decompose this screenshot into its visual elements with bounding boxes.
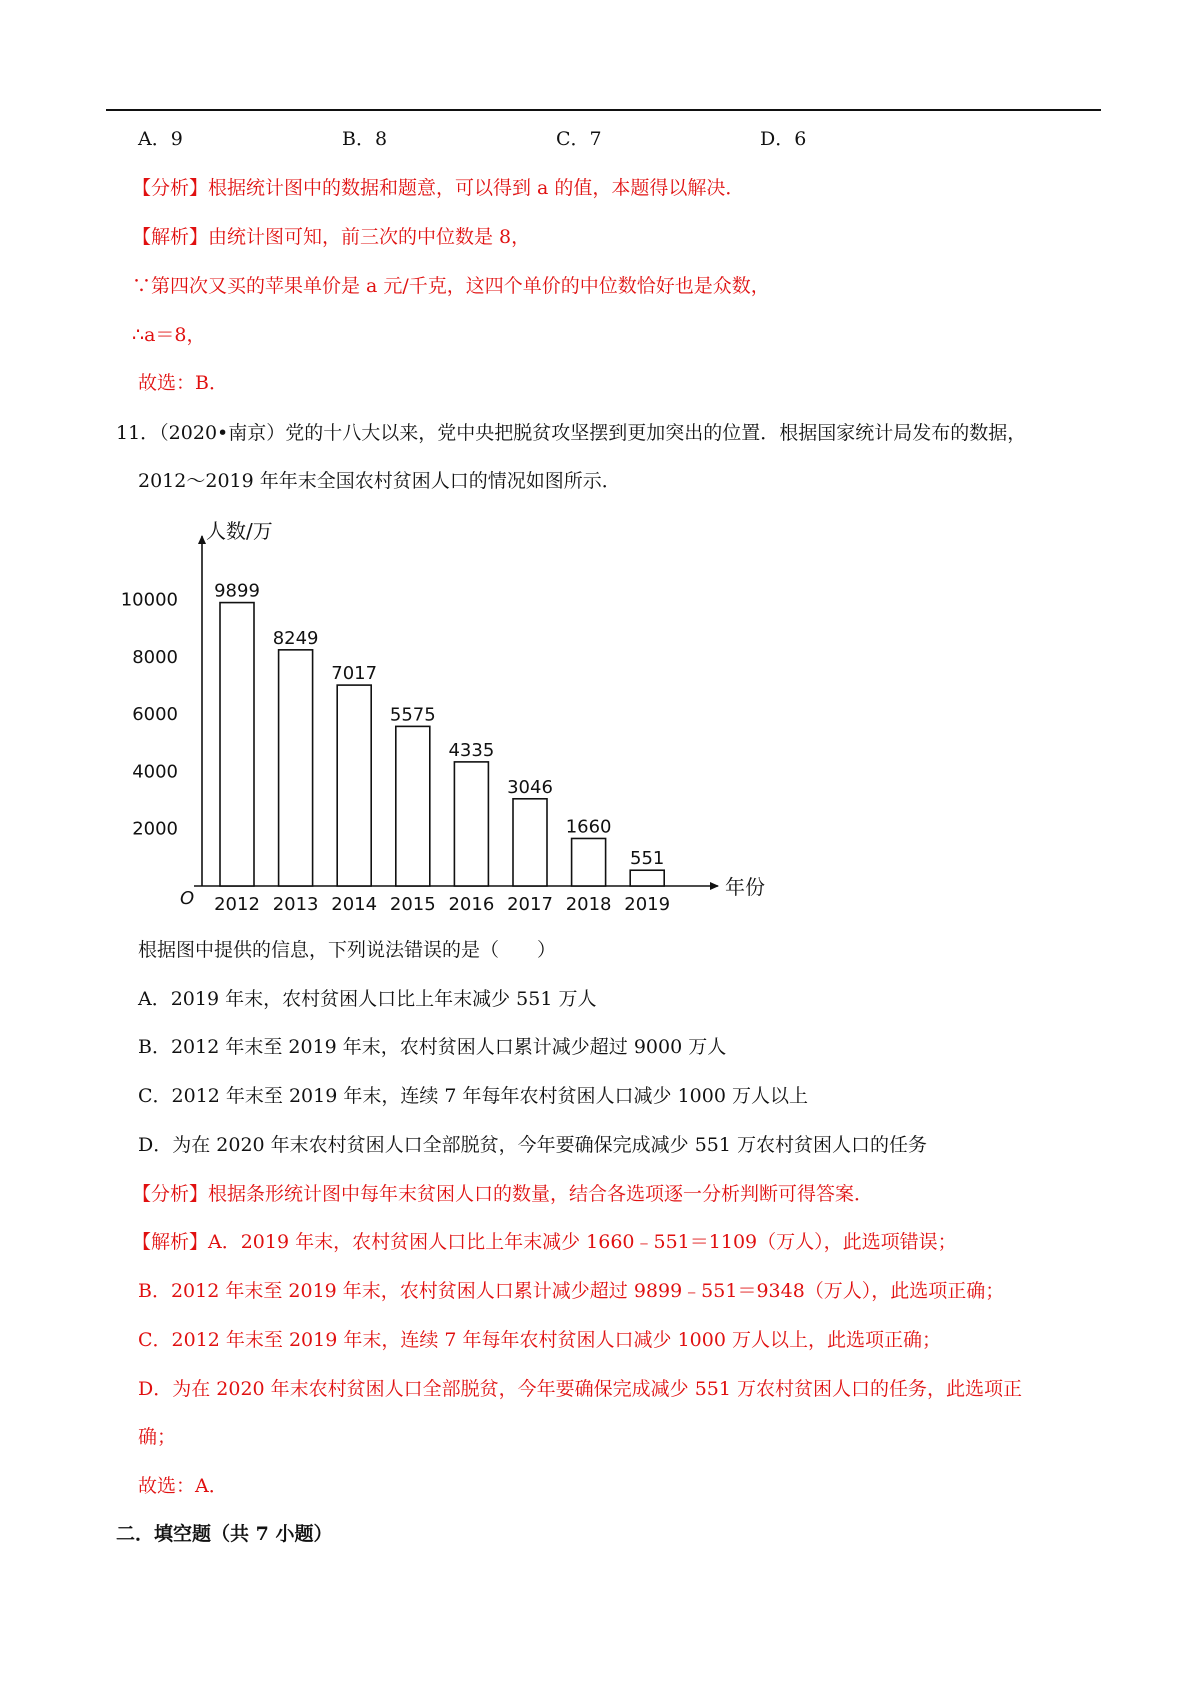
- prev-explain: 【解析】由统计图可知，前三次的中位数是 8，: [132, 226, 531, 248]
- solution-c: C．2012 年末至 2019 年末，连续 7 年每年农村贫困人口减少 1000 万人以上，此选项正确；: [138, 1329, 941, 1351]
- prev-answer: 故选：B．: [138, 372, 228, 394]
- option-c: C．2012 年末至 2019 年末，连续 7 年每年农村贫困人口减少 1000 万人以上: [138, 1085, 808, 1107]
- value-label-2014: 7017: [331, 663, 378, 685]
- prev-therefore: ∴a＝8，: [132, 324, 206, 346]
- bar-2014: [337, 685, 371, 886]
- value-label-2019: 551: [630, 848, 665, 870]
- population-bar-chart: [120, 512, 768, 920]
- bar-2016: [454, 762, 488, 886]
- x-tick-2013: 2013: [272, 894, 319, 915]
- prev-option-b: B．8: [342, 128, 388, 150]
- solution-answer: 故选：A．: [138, 1475, 228, 1497]
- value-label-2013: 8249: [272, 627, 319, 649]
- y-tick-2000: 2000: [132, 818, 178, 840]
- prev-analysis: 【分析】根据统计图中的数据和题意，可以得到 a 的值，本题得以解决．: [132, 177, 745, 199]
- origin-label: O: [180, 888, 195, 909]
- bar-2015: [396, 726, 430, 886]
- value-label-2017: 3046: [507, 776, 553, 798]
- value-label-2018: 1660: [565, 816, 612, 838]
- x-axis-label: 年份: [725, 875, 765, 899]
- value-label-2015: 5575: [389, 704, 436, 726]
- prev-option-a: A．9: [138, 128, 183, 150]
- bar-2012: [220, 603, 254, 886]
- solution-d-line1: D．为在 2020 年末农村贫困人口全部脱贫，今年要确保完成减少 551 万农村贫困人口的任务，此选项正: [138, 1378, 1023, 1400]
- x-tick-2012: 2012: [214, 894, 260, 915]
- question-line-1: 11．（2020•南京）党的十八大以来，党中央把脱贫攻坚摆到更加突出的位置．根据国家统计局发布的数据，: [116, 422, 1027, 444]
- bar-2018: [572, 838, 606, 886]
- question-prompt: 根据图中提供的信息，下列说法错误的是（ ）: [138, 939, 557, 961]
- value-label-2016: 4335: [448, 739, 495, 761]
- y-axis-label: 人数/万: [206, 519, 273, 543]
- prev-option-d: D．6: [760, 128, 807, 150]
- y-tick-labels: [121, 590, 178, 840]
- x-tick-2019: 2019: [624, 894, 671, 915]
- solution-b: B．2012 年末至 2019 年末，农村贫困人口累计减少超过 9899﹣551＝9348（万人），此选项正确；: [138, 1280, 1005, 1302]
- bar-2013: [279, 650, 313, 886]
- option-a: A．2019 年末，农村贫困人口比上年末减少 551 万人: [138, 988, 597, 1010]
- y-tick-10000: 10000: [120, 589, 178, 611]
- y-tick-6000: 6000: [132, 704, 178, 726]
- option-d: D．为在 2020 年末农村贫困人口全部脱贫，今年要确保完成减少 551 万农村贫困人口的任务: [138, 1134, 928, 1156]
- solution-d-line2: 确；: [138, 1426, 177, 1448]
- y-tick-4000: 4000: [132, 761, 178, 783]
- x-tick-2015: 2015: [389, 894, 436, 915]
- solution-analysis: 【分析】根据条形统计图中每年末贫困人口的数量，结合各选项逐一分析判断可得答案．: [132, 1183, 874, 1205]
- x-tick-2014: 2014: [331, 894, 378, 915]
- section-heading: 二．填空题（共 7 小题）: [116, 1523, 333, 1545]
- x-tick-2016: 2016: [448, 894, 495, 915]
- x-tick-labels: [214, 894, 670, 915]
- option-b: B．2012 年末至 2019 年末，农村贫困人口累计减少超过 9000 万人: [138, 1036, 727, 1058]
- prev-because: ∵第四次又买的苹果单价是 a 元/千克，这四个单价的中位数恰好也是众数，: [132, 275, 770, 297]
- solution-a: 【解析】A．2019 年末，农村贫困人口比上年末减少 1660﹣551＝1109（万人），此选项错误；: [132, 1231, 957, 1253]
- prev-option-c: C．7: [556, 128, 602, 150]
- y-tick-8000: 8000: [132, 646, 178, 668]
- bar-2017: [513, 799, 547, 886]
- x-tick-2018: 2018: [565, 894, 612, 915]
- value-label-2012: 9899: [214, 580, 260, 602]
- bar-2019: [630, 870, 664, 886]
- question-line-2: 2012～2019 年年末全国农村贫困人口的情况如图所示．: [138, 470, 621, 492]
- header-rule: [106, 109, 1101, 111]
- x-tick-2017: 2017: [507, 894, 553, 915]
